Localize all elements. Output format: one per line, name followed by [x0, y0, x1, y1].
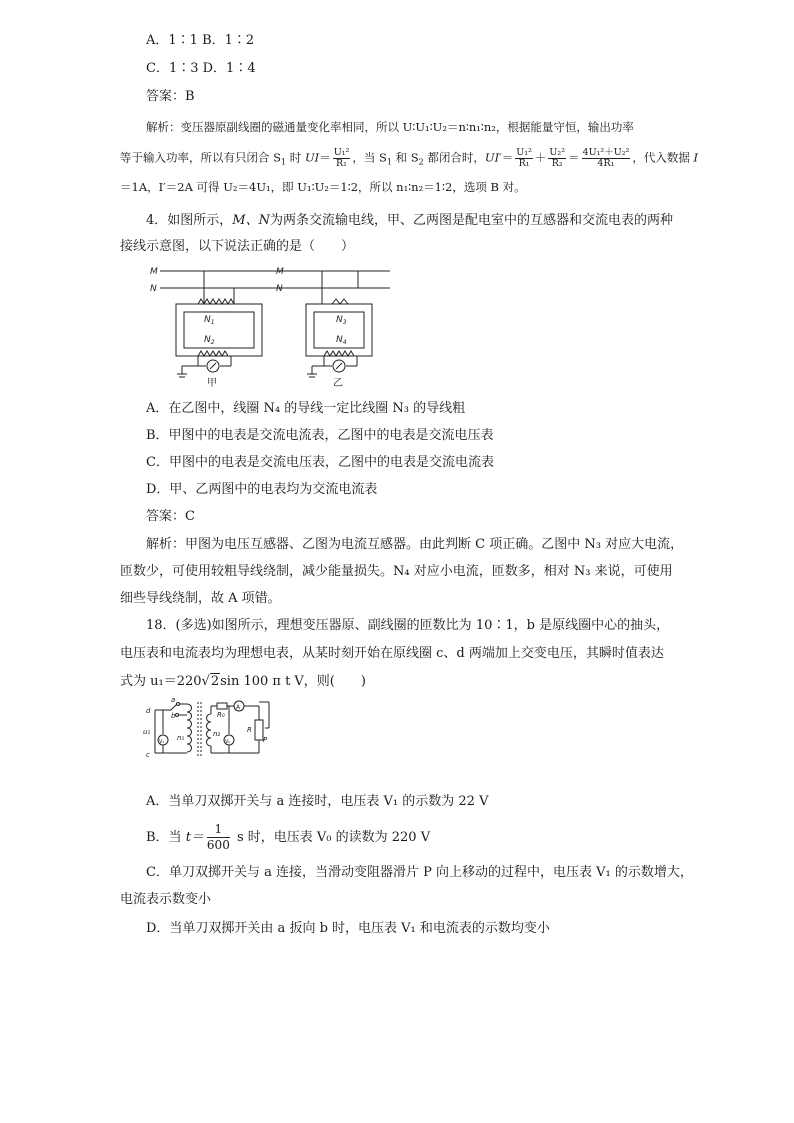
q18-option-b — [146, 822, 430, 853]
label-v0: V₀ — [225, 739, 231, 745]
q18-option-c-line1: C．单刀双掷开关与 a 连接，当滑动变阻器滑片 P 向上移动的过程中，电压表 V₁ 的示数增大， — [146, 865, 693, 880]
label-N3: $N_3$ — [336, 315, 347, 326]
analysis-text: ，当 S — [352, 150, 387, 165]
option-text: B．当 — [146, 830, 186, 845]
label-b: b — [171, 712, 176, 720]
label-n1: n₁ — [177, 734, 185, 742]
stem-text: 式为 u₁＝220 — [120, 674, 202, 689]
label-v1: V₁ — [159, 739, 165, 745]
q18-stem-line1: 18．(多选)如图所示，理想变压器原、副线圈的匝数比为 10∶1，b 是原线圈中心的抽头， — [146, 618, 670, 633]
q4-analysis-line3: 细些导线绕制，故 A 项错。 — [120, 591, 281, 606]
analysis-text: 和 S — [391, 150, 419, 165]
option-text: t＝ — [185, 830, 204, 845]
analysis-text: ，代入数据 — [632, 150, 694, 165]
fraction-u1b: $\frac{\text{U₁²}}{\text{R₁}}$ — [516, 147, 532, 169]
transformer-diagram — [146, 262, 396, 390]
label-N: N — [150, 284, 157, 294]
label-P: P — [263, 736, 268, 744]
q4-option-c: C．甲图中的电表是交流电压表，乙图中的电表是交流电流表 — [146, 455, 494, 470]
q3-analysis-line3: ＝1A，I′＝2A 可得 U₂＝4U₁，即 U₁∶U₂＝1∶2，所以 n₁∶n₂＝1∶2，选项 B 对。 — [120, 180, 526, 194]
label-u1: u₁ — [143, 728, 151, 736]
fraction-time: $\frac{1}{600}$ — [206, 822, 230, 852]
q3-analysis-line1 — [146, 118, 634, 136]
stem-text: 为两条交流输电线，甲、乙两图是配电室中的互感器和交流电表的两种 — [269, 213, 673, 228]
q4-stem-line1 — [146, 212, 673, 230]
q18-option-a: A．当单刀双掷开关与 a 连接时，电压表 V₁ 的示数为 22 V — [146, 794, 489, 809]
analysis-text: 都闭合时， — [423, 150, 485, 165]
fraction-u2: $\frac{\text{U₂²}}{\text{R₂}}$ — [549, 147, 566, 169]
label-yi: 乙 — [333, 378, 343, 389]
label-N4: $N_4$ — [336, 335, 347, 346]
label-N-right: N — [276, 284, 283, 294]
analysis-text: 解析：变压器原副线圈的磁通量变化率相同，所以 — [146, 120, 403, 134]
circuit-diagram — [143, 698, 273, 760]
q4-analysis-line2: 匝数少，可使用较粗导线绕制，减少能量损失。N₄ 对应小电流，匝数多，相对 N₃ 来说，可使用 — [120, 564, 673, 579]
q4-option-a: A．在乙图中，线圈 N₄ 的导线一定比线圈 N₃ 的导线粗 — [146, 401, 466, 416]
q3-options-cd: C．1∶3 D．1∶4 — [146, 61, 256, 76]
q18-option-d: D．当单刀双掷开关由 a 扳向 b 时，电压表 V₁ 和电流表的示数均变小 — [146, 921, 550, 936]
label-r0: R₀ — [217, 711, 225, 719]
label-jia: 甲 — [207, 378, 217, 389]
q4-stem-line2: 接线示意图，以下说法正确的是（ ） — [120, 239, 355, 254]
q18-option-c-line2: 电流表示数变小 — [120, 892, 212, 907]
q18-stem-line2: 电压表和电流表均为理想电表，从某时刻开始在原线圈 c、d 两端加上交变电压，其瞬时值表达 — [120, 646, 664, 661]
analysis-text: 时 — [286, 150, 305, 165]
label-n2: n₂ — [213, 730, 221, 738]
label-a: a — [171, 698, 176, 704]
label-N2: $N_2$ — [204, 335, 215, 346]
label-R: R — [247, 726, 252, 734]
sqrt-value: 2 — [210, 674, 220, 689]
analysis-text: ，根据能量守恒，输出功率 — [495, 120, 634, 134]
q4-analysis-line1: 解析：甲图为电压互感器、乙图为电流互感器。由此判断 C 项正确。乙图中 N₃ 对应大电流， — [146, 537, 684, 552]
q4-option-b: B．甲图中的电表是交流电流表，乙图中的电表是交流电压表 — [146, 428, 494, 443]
label-N1: $N_1$ — [204, 315, 215, 326]
label-M-right: M — [276, 267, 284, 277]
q4-answer: 答案：C — [146, 509, 195, 524]
q3-analysis-line2: 等于输入功率，所以有只闭合 $S_1$ 时 UI＝ $\frac{\text{U₁²}}{\text{R₁}}$ ，当 $S_1$ 和 $S_2$ 都闭合时，UI′＝ $\frac{\text{U₁²}}{\text{R₁}}$ ＋ $\frac{\text{U₂²}}{\text{R₂}}$ ＝ $\frac{\text{4U₁²＋U₂²}}{\text{4R₁}}$ ，代入数据 I — [120, 147, 699, 169]
analysis-text: 等于输入功率，所以有只闭合 S — [120, 150, 282, 165]
label-M: M — [150, 267, 158, 277]
analysis-text: U∶U₁∶U₂＝n∶n₁∶n₂ — [402, 120, 496, 134]
q3-answer: 答案：B — [146, 89, 195, 104]
stem-text: M、N — [232, 213, 270, 228]
stem-text: 4．如图所示， — [146, 213, 233, 228]
q4-option-d: D．甲、乙两图中的电表均为交流电流表 — [146, 482, 378, 497]
q3-options-ab: A．1∶1 B．1∶2 — [146, 33, 255, 48]
fraction-big: $\frac{\text{4U₁²＋U₂²}}{\text{4R₁}}$ — [582, 147, 630, 169]
q18-stem-line3: 式为 u₁＝220√2sin 100 π t V，则( ) — [120, 674, 366, 689]
stem-text: sin 100 π t V，则( ) — [220, 674, 366, 689]
label-d: d — [146, 707, 151, 715]
label-ammeter: A — [236, 704, 241, 711]
label-c: c — [146, 751, 150, 759]
option-text: s 时，电压表 V₀ 的读数为 220 V — [232, 830, 431, 845]
fraction-u1: $\frac{\text{U₁²}}{\text{R₁}}$ — [333, 147, 350, 169]
